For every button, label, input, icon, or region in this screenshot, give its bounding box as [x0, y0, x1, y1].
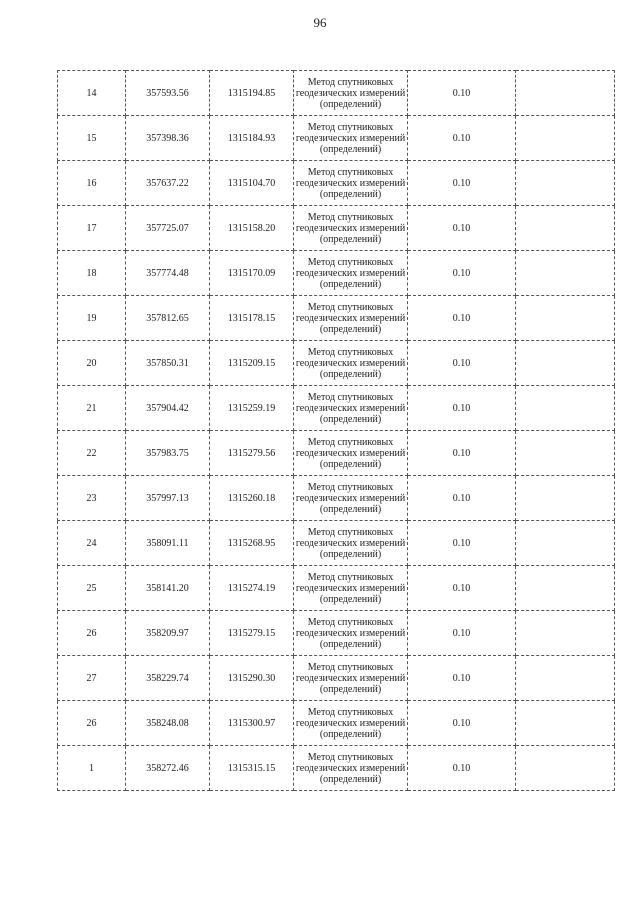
- method-cell: [294, 476, 408, 521]
- table-row: [58, 566, 615, 611]
- point-number-cell: 27: [58, 656, 126, 701]
- point-number-cell: 16: [58, 161, 126, 206]
- y-coordinate-cell: 1315209.15: [210, 341, 294, 386]
- method-line: геодезических измерений: [295, 312, 406, 324]
- y-coordinate-cell: 1315259.19: [210, 386, 294, 431]
- note-cell: [516, 341, 615, 386]
- y-coordinate-cell: 1315290.30: [210, 656, 294, 701]
- accuracy-cell: 0.10: [408, 251, 516, 296]
- x-coordinate-cell: 357593.56: [126, 71, 210, 116]
- accuracy-cell: 0.10: [408, 206, 516, 251]
- x-coordinate-cell: 358272.46: [126, 746, 210, 791]
- method-line: Метод спутниковых: [307, 211, 394, 223]
- method-line: Метод спутниковых: [307, 661, 394, 673]
- method-line: Метод спутниковых: [307, 301, 394, 313]
- accuracy-cell: 0.10: [408, 521, 516, 566]
- note-cell: [516, 71, 615, 116]
- method-cell: [294, 566, 408, 611]
- note-cell: [516, 611, 615, 656]
- method-cell: [294, 746, 408, 791]
- point-number-cell: 1: [58, 746, 126, 791]
- x-coordinate-cell: 357725.07: [126, 206, 210, 251]
- y-coordinate-cell: 1315104.70: [210, 161, 294, 206]
- y-coordinate-cell: 1315274.19: [210, 566, 294, 611]
- accuracy-cell: 0.10: [408, 476, 516, 521]
- accuracy-cell: 0.10: [408, 701, 516, 746]
- y-coordinate-cell: 1315178.15: [210, 296, 294, 341]
- method-line: (определений): [319, 188, 382, 200]
- method-line: (определений): [319, 278, 382, 290]
- accuracy-cell: 0.10: [408, 341, 516, 386]
- method-line: геодезических измерений: [295, 402, 406, 414]
- table-row: [58, 161, 615, 206]
- x-coordinate-cell: 357812.65: [126, 296, 210, 341]
- table-row: [58, 431, 615, 476]
- method-cell: [294, 656, 408, 701]
- table-row: [58, 71, 615, 116]
- x-coordinate-cell: 358229.74: [126, 656, 210, 701]
- page-number: 96: [313, 15, 327, 30]
- y-coordinate-cell: 1315279.56: [210, 431, 294, 476]
- x-coordinate-cell: 357904.42: [126, 386, 210, 431]
- method-line: (определений): [319, 458, 382, 470]
- table-row: [58, 341, 615, 386]
- method-line: геодезических измерений: [295, 177, 406, 189]
- accuracy-cell: 0.10: [408, 71, 516, 116]
- method-cell: [294, 251, 408, 296]
- method-line: Метод спутниковых: [307, 391, 394, 403]
- table-row: [58, 386, 615, 431]
- method-line: геодезических измерений: [295, 87, 406, 99]
- point-number-cell: 15: [58, 116, 126, 161]
- y-coordinate-cell: 1315184.93: [210, 116, 294, 161]
- note-cell: [516, 161, 615, 206]
- x-coordinate-cell: 357850.31: [126, 341, 210, 386]
- note-cell: [516, 701, 615, 746]
- x-coordinate-cell: 357983.75: [126, 431, 210, 476]
- point-number-cell: 19: [58, 296, 126, 341]
- point-number-cell: 25: [58, 566, 126, 611]
- accuracy-cell: 0.10: [408, 566, 516, 611]
- method-cell: [294, 161, 408, 206]
- method-cell: [294, 116, 408, 161]
- table-row: [58, 296, 615, 341]
- x-coordinate-cell: 357637.22: [126, 161, 210, 206]
- method-line: (определений): [319, 593, 382, 605]
- method-line: Метод спутниковых: [307, 751, 394, 763]
- table-row: [58, 206, 615, 251]
- coordinates-table: [57, 70, 615, 791]
- table-row: [58, 656, 615, 701]
- method-line: геодезических измерений: [295, 762, 406, 774]
- point-number-cell: 23: [58, 476, 126, 521]
- method-line: (определений): [319, 233, 382, 245]
- method-line: геодезических измерений: [295, 267, 406, 279]
- method-line: (определений): [319, 323, 382, 335]
- x-coordinate-cell: 358091.11: [126, 521, 210, 566]
- x-coordinate-cell: 357774.48: [126, 251, 210, 296]
- table-row: [58, 476, 615, 521]
- table-row: [58, 701, 615, 746]
- note-cell: [516, 206, 615, 251]
- accuracy-cell: 0.10: [408, 386, 516, 431]
- method-line: геодезических измерений: [295, 627, 406, 639]
- method-line: геодезических измерений: [295, 537, 406, 549]
- table-row: [58, 116, 615, 161]
- method-line: геодезических измерений: [295, 357, 406, 369]
- method-cell: [294, 341, 408, 386]
- method-cell: [294, 206, 408, 251]
- note-cell: [516, 116, 615, 161]
- accuracy-cell: 0.10: [408, 611, 516, 656]
- method-line: геодезических измерений: [295, 492, 406, 504]
- y-coordinate-cell: 1315279.15: [210, 611, 294, 656]
- method-line: (определений): [319, 413, 382, 425]
- note-cell: [516, 476, 615, 521]
- method-cell: [294, 296, 408, 341]
- method-cell: [294, 611, 408, 656]
- point-number-cell: 14: [58, 71, 126, 116]
- method-cell: [294, 431, 408, 476]
- note-cell: [516, 296, 615, 341]
- note-cell: [516, 431, 615, 476]
- method-cell: [294, 71, 408, 116]
- method-line: (определений): [319, 503, 382, 515]
- point-number-cell: 26: [58, 611, 126, 656]
- x-coordinate-cell: 358248.08: [126, 701, 210, 746]
- method-line: Метод спутниковых: [307, 166, 394, 178]
- method-line: Метод спутниковых: [307, 346, 394, 358]
- method-line: (определений): [319, 773, 382, 785]
- accuracy-cell: 0.10: [408, 656, 516, 701]
- method-cell: [294, 386, 408, 431]
- point-number-cell: 22: [58, 431, 126, 476]
- method-line: (определений): [319, 638, 382, 650]
- method-line: Метод спутниковых: [307, 526, 394, 538]
- method-line: (определений): [319, 143, 382, 155]
- x-coordinate-cell: 358141.20: [126, 566, 210, 611]
- table-body: [58, 71, 615, 791]
- accuracy-cell: 0.10: [408, 746, 516, 791]
- note-cell: [516, 746, 615, 791]
- point-number-cell: 21: [58, 386, 126, 431]
- accuracy-cell: 0.10: [408, 161, 516, 206]
- accuracy-cell: 0.10: [408, 116, 516, 161]
- table-row: [58, 746, 615, 791]
- y-coordinate-cell: 1315260.18: [210, 476, 294, 521]
- method-line: (определений): [319, 728, 382, 740]
- table-row: [58, 521, 615, 566]
- method-cell: [294, 701, 408, 746]
- method-line: (определений): [319, 368, 382, 380]
- method-line: Метод спутниковых: [307, 706, 394, 718]
- method-line: (определений): [319, 683, 382, 695]
- y-coordinate-cell: 1315158.20: [210, 206, 294, 251]
- method-line: геодезических измерений: [295, 672, 406, 684]
- note-cell: [516, 521, 615, 566]
- method-line: Метод спутниковых: [307, 481, 394, 493]
- method-line: (определений): [319, 548, 382, 560]
- table-row: [58, 611, 615, 656]
- point-number-cell: 17: [58, 206, 126, 251]
- point-number-cell: 26: [58, 701, 126, 746]
- accuracy-cell: 0.10: [408, 296, 516, 341]
- method-line: Метод спутниковых: [307, 571, 394, 583]
- y-coordinate-cell: 1315315.15: [210, 746, 294, 791]
- point-number-cell: 20: [58, 341, 126, 386]
- method-line: Метод спутниковых: [307, 256, 394, 268]
- x-coordinate-cell: 358209.97: [126, 611, 210, 656]
- x-coordinate-cell: 357398.36: [126, 116, 210, 161]
- note-cell: [516, 656, 615, 701]
- method-line: Метод спутниковых: [307, 121, 394, 133]
- method-cell: [294, 521, 408, 566]
- method-line: (определений): [319, 98, 382, 110]
- accuracy-cell: 0.10: [408, 431, 516, 476]
- method-line: геодезических измерений: [295, 582, 406, 594]
- x-coordinate-cell: 357997.13: [126, 476, 210, 521]
- note-cell: [516, 566, 615, 611]
- point-number-cell: 24: [58, 521, 126, 566]
- method-line: геодезических измерений: [295, 717, 406, 729]
- method-line: Метод спутниковых: [307, 616, 394, 628]
- method-line: геодезических измерений: [295, 132, 406, 144]
- note-cell: [516, 251, 615, 296]
- y-coordinate-cell: 1315170.09: [210, 251, 294, 296]
- note-cell: [516, 386, 615, 431]
- y-coordinate-cell: 1315268.95: [210, 521, 294, 566]
- y-coordinate-cell: 1315300.97: [210, 701, 294, 746]
- method-line: Метод спутниковых: [307, 436, 394, 448]
- method-line: Метод спутниковых: [307, 76, 394, 88]
- method-line: геодезических измерений: [295, 222, 406, 234]
- point-number-cell: 18: [58, 251, 126, 296]
- table-row: [58, 251, 615, 296]
- y-coordinate-cell: 1315194.85: [210, 71, 294, 116]
- method-line: геодезических измерений: [295, 447, 406, 459]
